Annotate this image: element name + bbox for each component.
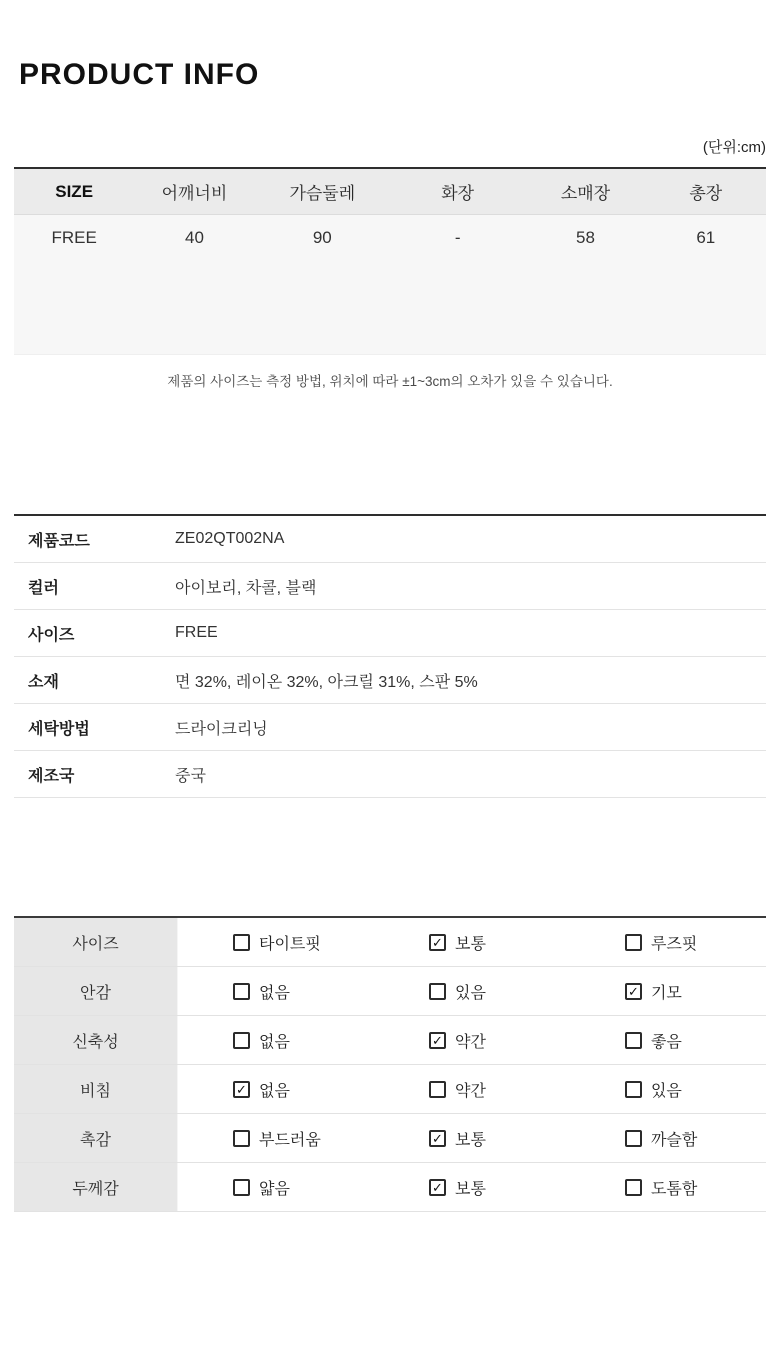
checked-checkbox-icon: ✓ [429,934,446,951]
size-value-chest: 90 [312,228,332,247]
attribute-row-options [178,1114,766,1162]
attribute-option-label: 까슬함 [650,1131,698,1149]
table-row [14,1065,766,1114]
table-row [14,215,766,261]
attribute-option [374,1163,570,1211]
attribute-option [178,967,374,1015]
table-row [14,751,766,798]
detail-label-origin: 제조국 [28,767,75,785]
detail-value-material: 면 32%, 레이온 32%, 아크릴 31%, 스판 5% [175,673,478,691]
attribute-option-label: 없음 [259,1082,290,1100]
detail-table [14,514,766,798]
attribute-option [374,1065,570,1113]
attribute-option [570,1163,766,1211]
attribute-option-label: 약간 [454,1033,486,1051]
detail-label-color: 컬러 [28,579,59,597]
attribute-row-label: 사이즈 [14,918,178,966]
size-value-hwajang: - [454,228,461,247]
attribute-option-label: 타이트핏 [259,935,321,953]
attribute-option [570,967,766,1015]
attribute-option-label: 루즈핏 [650,935,698,953]
checkbox-icon [625,1179,642,1196]
size-header-hwajang: 화장 [441,184,475,203]
detail-value-color: 아이보리, 차콜, 블랙 [175,579,317,597]
attribute-row-options [178,1163,766,1211]
attribute-row-label: 비침 [14,1065,178,1113]
attribute-option [178,1016,374,1064]
attribute-option-label: 부드러움 [259,1131,321,1149]
attribute-option-label: 보통 [454,935,486,953]
attribute-option [178,1065,374,1113]
table-row [14,918,766,967]
attribute-row-options [178,1065,766,1113]
table-row [14,1016,766,1065]
table-row [14,516,766,563]
attribute-row-options [178,918,766,966]
attribute-table [14,916,766,1212]
checked-checkbox-icon: ✓ [429,1032,446,1049]
detail-value-washing: 드라이크리닝 [175,720,268,738]
attribute-option-label: 보통 [454,1180,486,1198]
attribute-option [570,1016,766,1064]
attribute-option [374,1016,570,1064]
attribute-row-label: 신축성 [14,1016,178,1064]
detail-label-washing: 세탁방법 [28,720,90,738]
size-header-shoulder: 어깨너비 [161,184,228,203]
attribute-option [570,1065,766,1113]
size-header-length: 총장 [689,184,723,203]
table-row [14,967,766,1016]
checkbox-icon [233,983,250,1000]
size-table-body [14,215,766,355]
checked-checkbox-icon: ✓ [625,983,642,1000]
table-row [14,657,766,704]
attribute-option [178,918,374,966]
size-value-size: FREE [51,228,97,247]
checked-checkbox-icon: ✓ [233,1081,250,1098]
unit-note: (단위:cm) [702,139,766,156]
detail-label-product-code: 제품코드 [28,532,90,550]
attribute-option-label: 얇음 [259,1180,290,1198]
checkbox-icon [233,1179,250,1196]
checkbox-icon [429,983,446,1000]
detail-value-product-code: ZE02QT002NA [175,530,285,547]
checkbox-icon [625,1032,642,1049]
page-title: PRODUCT INFO [19,58,260,91]
checkbox-icon [233,1032,250,1049]
attribute-option [178,1163,374,1211]
attribute-row-label: 두께감 [14,1163,178,1211]
attribute-option [374,918,570,966]
attribute-option [374,1114,570,1162]
size-header-size: SIZE [55,181,94,201]
checkbox-icon [429,1081,446,1098]
attribute-option-label: 있음 [454,984,486,1002]
attribute-option [570,918,766,966]
checkbox-icon [625,1130,642,1147]
detail-value-origin: 중국 [175,767,206,785]
attribute-option-label: 없음 [259,984,290,1002]
attribute-row-options [178,1016,766,1064]
checkbox-icon [233,1130,250,1147]
attribute-row-label: 안감 [14,967,178,1015]
attribute-option [178,1114,374,1162]
size-value-shoulder: 40 [185,228,204,247]
attribute-option-label: 좋음 [650,1033,682,1051]
table-row [14,1114,766,1163]
attribute-option [570,1114,766,1162]
size-header-sleeve: 소매장 [560,184,611,203]
detail-label-material: 소재 [28,673,59,691]
attribute-option-label: 없음 [259,1033,290,1051]
product-info-page [0,58,780,1212]
size-table-header [14,169,766,215]
attribute-option-label: 기모 [650,984,682,1002]
attribute-option-label: 보통 [454,1131,486,1149]
detail-label-size: 사이즈 [28,626,75,644]
size-value-sleeve: 58 [576,228,595,247]
table-row [14,610,766,657]
table-row [14,563,766,610]
checkbox-icon [233,934,250,951]
size-header-chest: 가슴둘레 [289,184,356,203]
size-table [14,167,766,355]
checkbox-icon [625,1081,642,1098]
size-value-length: 61 [696,228,716,247]
attribute-row-options [178,967,766,1015]
checked-checkbox-icon: ✓ [429,1179,446,1196]
attribute-row-label: 촉감 [14,1114,178,1162]
size-tolerance-note: 제품의 사이즈는 측정 방법, 위치에 따라 ±1~3cm의 오차가 있을 수 있습니다. [167,374,613,389]
checkbox-icon [625,934,642,951]
checked-checkbox-icon: ✓ [429,1130,446,1147]
table-row [14,1163,766,1212]
attribute-option-label: 도톰함 [650,1180,698,1198]
table-row [14,704,766,751]
detail-value-size: FREE [175,624,218,641]
attribute-option-label: 있음 [650,1082,682,1100]
attribute-option [374,967,570,1015]
attribute-option-label: 약간 [454,1082,486,1100]
